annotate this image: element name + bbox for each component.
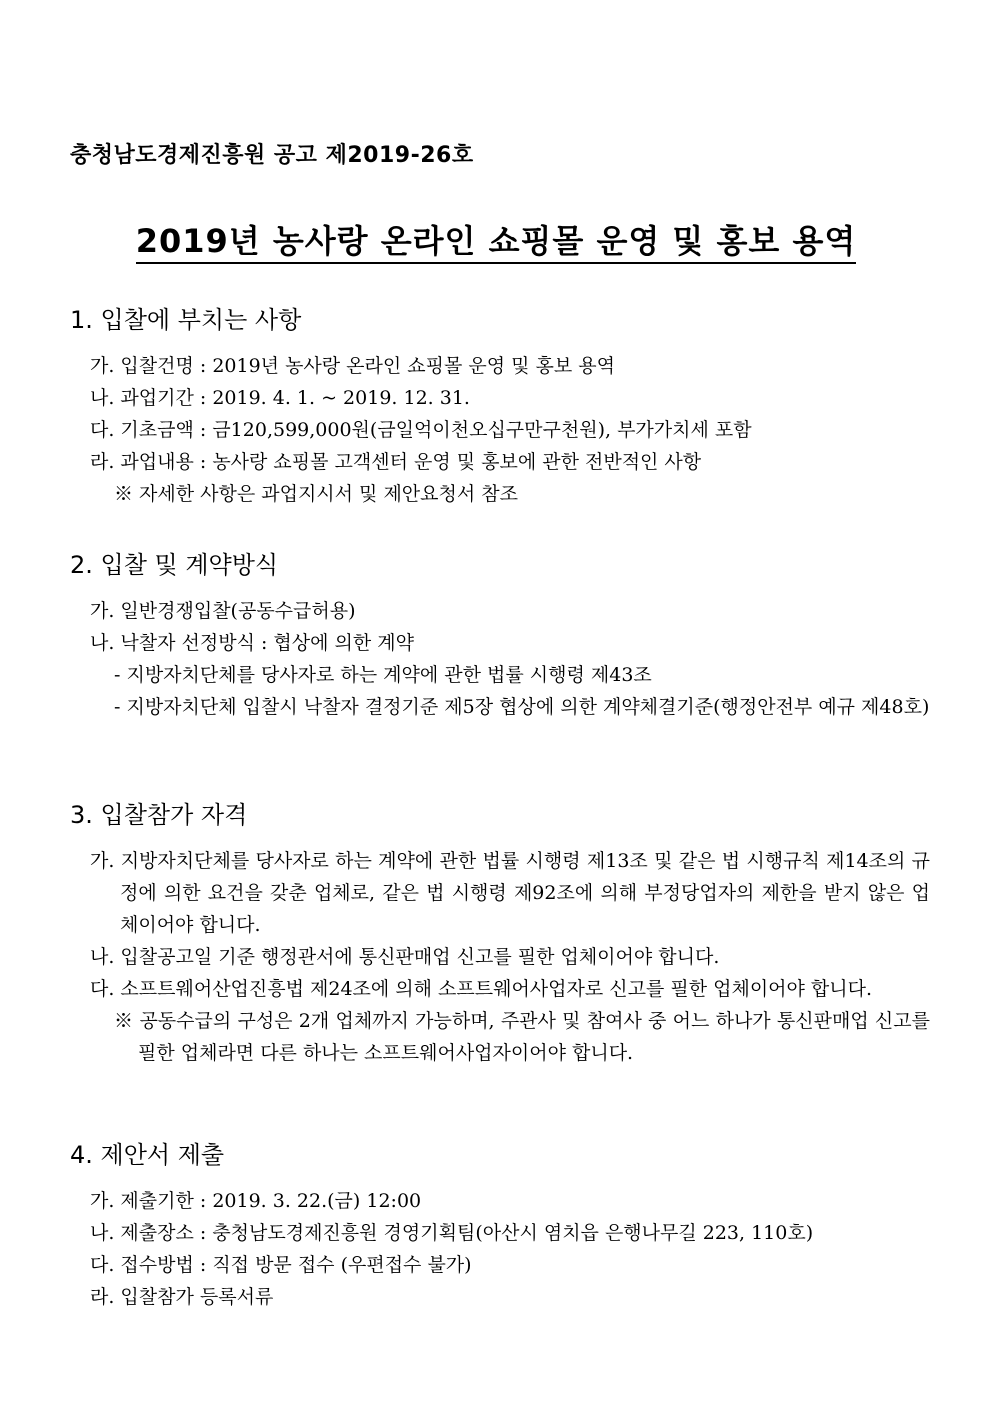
list-item: 나. 낙찰자 선정방식 : 협상에 의한 계약 [90, 632, 414, 654]
sub-item: - 지방자치단체 입찰시 낙찰자 결정기준 제5장 협상에 의한 계약체결기준(행정안전부 예규 제48호) [114, 696, 930, 718]
list-item: 가. 일반경쟁입찰(공동수급허용) [90, 600, 356, 622]
notice-number: 충청남도경제진흥원 공고 제2019-26호 [70, 143, 474, 168]
list-item: 나. 과업기간 : 2019. 4. 1. ~ 2019. 12. 31. [90, 387, 470, 409]
list-item: 가. 지방자치단체를 당사자로 하는 계약에 관한 법률 시행령 제13조 및 같은 법 시행규칙 제14조의 규정에 의한 요건을 갖춘 업체로, 같은 법 시행령 제92조에 의해 부정당업자의 제한을 받지 않은 업체이어야 합니다. [90, 850, 930, 936]
list-item: 다. 기초금액 : 금120,599,000원(금일억이천오십구만구천원), 부가가치세 포함 [90, 419, 752, 441]
section-heading: 4. 제안서 제출 [70, 1141, 225, 1169]
list-item: 라. 과업내용 : 농사랑 쇼핑몰 고객센터 운영 및 홍보에 관한 전반적인 사항 [90, 451, 702, 473]
list-item: 라. 입찰참가 등록서류 [90, 1286, 274, 1308]
list-item: 다. 접수방법 : 직접 방문 접수 (우편접수 불가) [90, 1254, 472, 1276]
section-heading: 2. 입찰 및 계약방식 [70, 551, 279, 579]
section-heading: 1. 입찰에 부치는 사항 [70, 306, 302, 334]
list-item: 다. 소프트웨어산업진흥법 제24조에 의해 소프트웨어사업자로 신고를 필한 업체이어야 합니다. [90, 978, 873, 1000]
document-title-text: 2019년 농사랑 온라인 쇼핑몰 운영 및 홍보 용역 [136, 222, 857, 264]
section-proposal-submission [70, 1135, 930, 1313]
reference-note: ※ 자세한 사항은 과업지시서 및 제안요청서 참조 [114, 483, 518, 505]
list-item: 가. 입찰건명 : 2019년 농사랑 온라인 쇼핑몰 운영 및 홍보 용역 [90, 355, 615, 377]
consortium-note: ※ 공동수급의 구성은 2개 업체까지 가능하며, 주관사 및 참여사 중 어느 하나가 통신판매업 신고를 필한 업체라면 다른 하나는 소프트웨어사업자이어야 합니다. [114, 1010, 930, 1064]
sub-item: - 지방자치단체를 당사자로 하는 계약에 관한 법률 시행령 제43조 [114, 664, 652, 686]
section-qualification [70, 795, 930, 1069]
list-item: 나. 제출장소 : 충청남도경제진흥원 경영기획팀(아산시 염치읍 은행나무길 223, 110호) [90, 1222, 814, 1244]
section-heading: 3. 입찰참가 자격 [70, 801, 248, 829]
section-bidding-items [70, 300, 930, 510]
document-title [0, 216, 992, 262]
list-item: 나. 입찰공고일 기준 행정관서에 통신판매업 신고를 필한 업체이어야 합니다. [90, 946, 720, 968]
list-item: 가. 제출기한 : 2019. 3. 22.(금) 12:00 [90, 1190, 422, 1212]
section-bid-contract-method [70, 545, 930, 723]
